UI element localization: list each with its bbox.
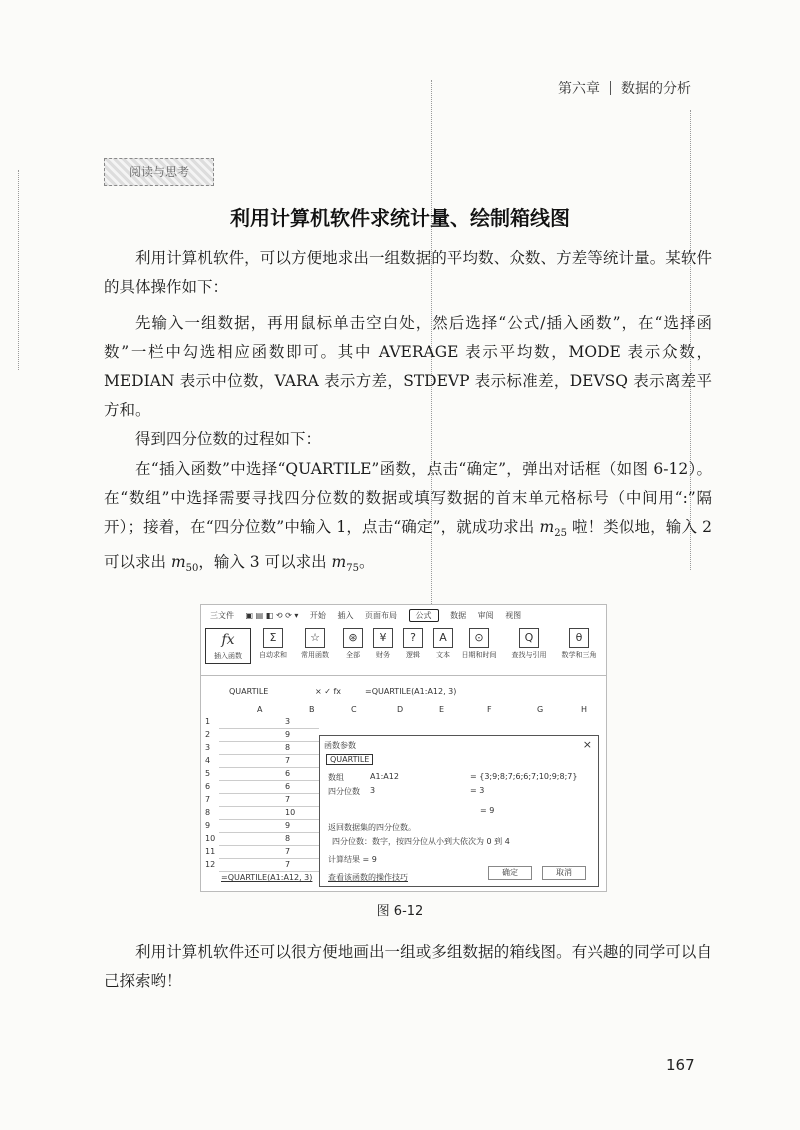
text: ，输入 3 可以求出 — [198, 553, 332, 572]
button-label: 数学和三角 — [561, 651, 597, 659]
cell-value[interactable]: 8 — [285, 834, 291, 843]
grid-line — [219, 767, 319, 768]
cell-value[interactable]: 9 — [285, 821, 291, 830]
button-label: 插入函数 — [214, 652, 242, 660]
lookup-button[interactable] — [507, 628, 551, 660]
button-label: 常用函数 — [301, 651, 329, 659]
math-trig-button[interactable] — [557, 628, 601, 660]
math-symbol: m — [539, 518, 555, 536]
lookup-icon: Q — [519, 628, 539, 648]
function-description: 返回数据集的四分位数。 — [328, 823, 416, 832]
reading-section-label: 阅读与思考 — [104, 158, 214, 186]
help-link[interactable]: 查看该函数的操作技巧 — [328, 873, 408, 882]
column-header[interactable]: F — [487, 705, 492, 714]
function-arguments-dialog — [319, 735, 599, 887]
toolbar-icons: ▣ ▤ ◧ ⟲ ⟳ ▾ — [245, 611, 299, 620]
button-label: 全部 — [346, 651, 360, 659]
math-subscript: 50 — [185, 563, 199, 575]
button-label: 财务 — [376, 651, 390, 659]
button-label: 查找与引用 — [511, 651, 547, 659]
column-header[interactable]: B — [309, 705, 315, 714]
row-header[interactable]: 8 — [205, 808, 211, 817]
grid-line — [219, 858, 319, 859]
running-header — [558, 78, 718, 98]
tab-formulas[interactable]: 公式 — [409, 609, 439, 622]
grid-line — [219, 845, 319, 846]
button-label: 日期和时间 — [461, 651, 497, 659]
cell-value[interactable]: 7 — [285, 860, 291, 869]
grid-line — [219, 832, 319, 833]
grid-line — [219, 780, 319, 781]
row-header[interactable]: 12 — [205, 860, 216, 869]
arg-quart-result: = 3 — [470, 786, 485, 795]
cell-value[interactable]: 3 — [285, 717, 291, 726]
grid-line — [219, 819, 319, 820]
insert-function-button[interactable] — [205, 628, 251, 664]
paragraph-boxplot: 利用计算机软件还可以很方便地画出一组或多组数据的箱线图。有兴趣的同学可以自己探索哟！ — [104, 943, 712, 990]
formula-bar-icons[interactable]: × ✓ fx — [315, 687, 342, 696]
row-header[interactable]: 9 — [205, 821, 211, 830]
grid-line — [219, 871, 319, 872]
tab-review[interactable]: 审阅 — [477, 611, 494, 620]
tab-view[interactable]: 视图 — [505, 611, 522, 620]
math-subscript: 75 — [346, 563, 359, 575]
ok-button[interactable]: 确定 — [488, 866, 532, 880]
arg-quart-label: 四分位数 — [328, 787, 360, 796]
button-label: 自动求和 — [259, 651, 287, 659]
row-header[interactable]: 10 — [205, 834, 216, 843]
sigma-icon: Σ — [263, 628, 283, 648]
row-header[interactable]: 3 — [205, 743, 211, 752]
grid-line — [219, 806, 319, 807]
clock-icon: ⊙ — [469, 628, 489, 648]
formula-input[interactable]: =QUARTILE(A1:A12, 3) — [365, 687, 457, 696]
tab-page-layout[interactable]: 页面布局 — [365, 611, 397, 620]
math-icon: θ — [569, 628, 589, 648]
math-m75 — [331, 553, 359, 575]
figure-caption: 图 6-12 — [376, 904, 424, 919]
cell-value[interactable]: 7 — [285, 847, 291, 856]
math-subscript: 25 — [554, 528, 567, 540]
column-header[interactable]: E — [439, 705, 445, 714]
formula-total: = 9 — [480, 806, 495, 815]
row-header[interactable]: 4 — [205, 756, 211, 765]
math-m25 — [539, 518, 567, 540]
button-label: 文本 — [436, 651, 450, 659]
cancel-button[interactable]: 取消 — [542, 866, 586, 880]
grid-line — [219, 741, 319, 742]
arg-array-label: 数组 — [328, 773, 344, 782]
fx-icon: fx — [221, 632, 235, 648]
column-header[interactable]: H — [581, 705, 588, 714]
tab-file[interactable]: 三文件 — [210, 611, 234, 620]
paragraph-functions: 先输入一组数据，再用鼠标单击空白处，然后选择“公式/插入函数”，在“选择函数”一栏中勾选相应函数即可。其中 AVERAGE 表示平均数，MODE 表示众数，MEDIAN 表示中位数，VARA 表示方差，STDEVP 表示标准差，DEVSQ 表示离差平方和。 — [104, 314, 712, 419]
name-box[interactable]: QUARTILE — [229, 687, 269, 696]
tab-home[interactable]: 开始 — [309, 611, 326, 620]
header-divider — [610, 81, 611, 95]
arg-quart-input[interactable]: 3 — [370, 786, 376, 795]
all-icon: ⊛ — [343, 628, 363, 648]
page-number: 167 — [666, 1056, 695, 1074]
row-header[interactable]: 11 — [205, 847, 216, 856]
grid-line — [219, 793, 319, 794]
paragraph-quartile-steps — [104, 455, 712, 583]
paragraph-intro: 利用计算机软件，可以方便地求出一组数据的平均数、众数、方差等统计量。某软件的具体操作如下： — [104, 249, 712, 296]
row-header[interactable]: 5 — [205, 769, 211, 778]
formula-bar — [209, 687, 599, 699]
page-title: 利用计算机软件求统计量、绘制箱线图 — [230, 206, 570, 230]
text-icon: A — [433, 628, 453, 648]
text: 。 — [358, 553, 375, 572]
calculation-result: 计算结果 = 9 — [328, 855, 377, 864]
row-header[interactable]: 1 — [205, 717, 211, 726]
logic-icon: ? — [403, 628, 423, 648]
cell-value[interactable]: 7 — [285, 756, 291, 765]
column-header[interactable]: A — [257, 705, 263, 714]
grid-line — [219, 754, 319, 755]
text: 啦！类似地，输入 2 可以求出 — [104, 518, 713, 572]
ribbon-tabs — [201, 609, 606, 623]
column-header[interactable]: D — [397, 705, 404, 714]
function-name: QUARTILE — [326, 754, 373, 765]
cell-value[interactable]: 8 — [285, 743, 291, 752]
chapter-label: 第六章 — [558, 81, 600, 97]
cell-value[interactable]: 9 — [285, 730, 291, 739]
cell-value[interactable]: 6 — [285, 769, 291, 778]
autosum-button[interactable] — [251, 628, 295, 660]
row-header[interactable]: 7 — [205, 795, 211, 804]
grid-line — [219, 728, 319, 729]
scan-artifact — [18, 170, 20, 370]
close-icon[interactable]: × — [582, 738, 592, 751]
column-header[interactable]: C — [351, 705, 357, 714]
cell-value[interactable]: 6 — [285, 782, 291, 791]
arg-array-input[interactable]: A1:A12 — [370, 772, 399, 781]
arg-array-result: = {3;9;8;7;6;6;7;10;9;8;7} — [470, 772, 578, 781]
button-label: 逻辑 — [406, 651, 420, 659]
finance-icon: ¥ — [373, 628, 393, 648]
datetime-button[interactable] — [457, 628, 501, 660]
math-symbol: m — [170, 553, 186, 572]
tab-data[interactable]: 数据 — [450, 611, 467, 620]
tab-insert[interactable]: 插入 — [337, 611, 354, 620]
dialog-title: 函数参数 — [324, 741, 356, 750]
math-m50 — [170, 553, 199, 575]
argument-description: 四分位数：数字，按四分位从小到大依次为 0 到 4 — [332, 837, 510, 846]
math-symbol: m — [331, 553, 347, 572]
paragraph-quartile-intro: 得到四分位数的过程如下： — [135, 430, 322, 448]
cell-value[interactable]: 10 — [285, 808, 296, 817]
formula-ribbon — [201, 625, 606, 676]
section-label: 数据的分析 — [621, 81, 691, 97]
column-header[interactable]: G — [537, 705, 544, 714]
row-header[interactable]: 2 — [205, 730, 211, 739]
active-cell-formula[interactable]: =QUARTILE(A1:A12, 3) — [221, 873, 313, 882]
row-header[interactable]: 6 — [205, 782, 211, 791]
text: 在“插入函数”中选择“QUARTILE”函数，点击“确定”，弹出对话框（如图 6-12）。在“数组”中选择需要寻找四分位数的数据或填写数据的首末单元格标号（中间用“:”隔开）；接着，在“四分位数”中输入 1，点击“确定”，就成功求出 — [104, 460, 712, 536]
cell-value[interactable]: 7 — [285, 795, 291, 804]
spreadsheet-figure — [200, 604, 607, 892]
star-icon: ☆ — [305, 628, 325, 648]
